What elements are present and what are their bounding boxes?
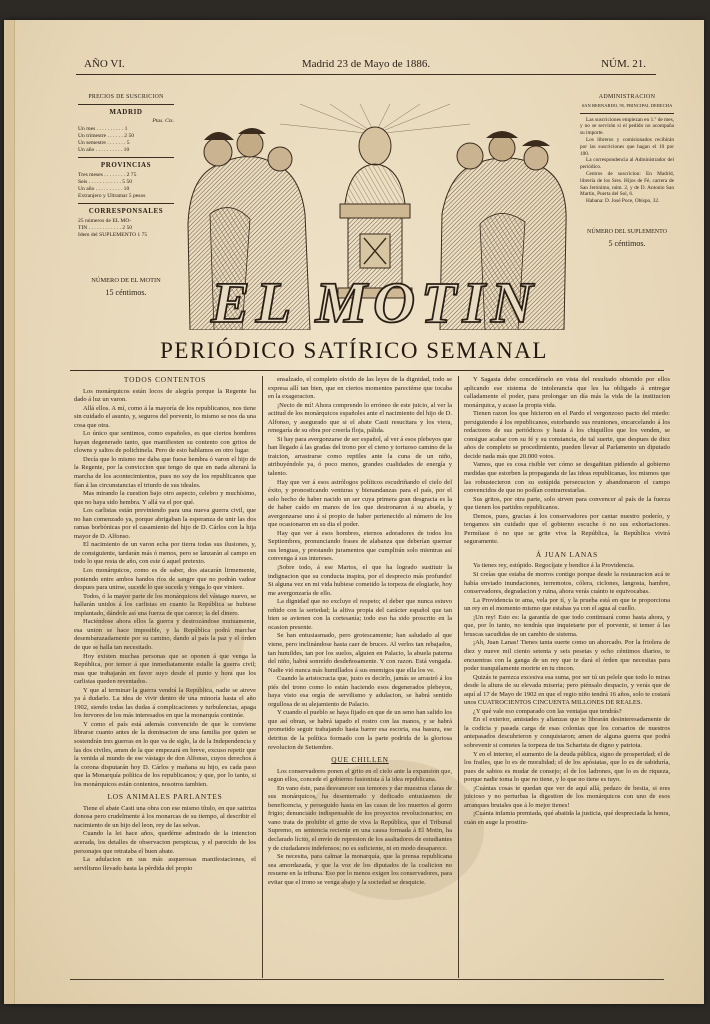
paragraph: Lo único que sentimos, como españoles, es que ciertos hombres hayan degenerado tanto, que manifiesten su contento con gritos de clowns y saltos de polichinela. Pero de esto hablamos en otro lugar. <box>74 430 256 455</box>
bottom-rule <box>70 979 664 980</box>
paragraph: Mas mirando la cuestion bajo otro aspecto, celebro y muchísimo, que no haya sido hembra. Y allá va el por qué. <box>74 490 256 506</box>
paragraph: Cuando la aristocracia que, justo es decirlo, jamás se arrastró á los piés del trono como lo están haciendo esos degenerados plebeyos, haya visto esa orgía de servilismo y adulacion, se habrá sentido orgullosa de su alejamiento de Palacio. <box>268 675 452 708</box>
section-heading: TODOS CONTENTOS <box>123 376 207 384</box>
section-heading: Á JUAN LANAS <box>535 549 599 559</box>
paragraph: Haciéndose ahora ellos la guerra y destrozándose mutuamente, esa union se hace imposible, y la República podrá marchar desembarazadamente por su camino, dando al país la paz y el órden de que se halla tan necesitado. <box>74 618 256 651</box>
subscription-box <box>78 94 174 297</box>
paragraph: Tienen razon los que hicieron en el Pardo el vergonzoso pacto del miedo: persiguiendo á los republicanos, estorbando sus reuniones, encarcelando á los redactores de sus periódicos y hasta á los chiquillos que los venden, se consigue acabar con su fé y su constancia, de tal suerte, que despues de diez años de completo se procedimiento, pueden llevar al Parlamento un diputado decide nada más que 20.000 votos. <box>464 410 670 460</box>
paragraph: Hay que ver á esos astrólogos políticos escudriñando el cielo del éxito, y pronosticando venturas y bienandanzas para el país, por el solo hecho de haber nacido un ser cuya primera gran desgracia es la de haber caído en manos de los que destronaron á su abuela, y avergonzarse uno á sí propio de haber pertenecido al número de los que ocasionaron en su dia el poder. <box>268 478 452 529</box>
column-labels: Ptas. Cts. <box>152 118 174 125</box>
divider <box>78 104 174 105</box>
paragraph: Cuando la lei hace años, quedéme admirado de la intencion acerada, los detalles de observacion perspicua, y el parecido de los personajes que retrataba el buen abate. <box>74 830 256 855</box>
corresponsales-row: TIN . . . . . . . . . . . . 2 50 <box>78 224 133 231</box>
divider <box>580 113 674 114</box>
paragraph: Y Sagasta debe concedérselo en vista del resultado obtenido por ellos aplicando ese sistema de intolerancia que les ha obligado á entregar calladamente el poder, para prolongar un día más la vida de la institucion monárquica, y acaso la propia vida. <box>464 376 670 409</box>
column-2 <box>268 376 452 978</box>
paragraph: Los monárquicos, como es de saber, dos atacarán lirmemente, poniendo entre ambos bandos ríos de sangre que no podrán vadear despues para unirse, sucede lo que suceda y venga lo que viniere. <box>74 567 256 592</box>
number-price: 15 céntimos. <box>105 288 147 298</box>
provincias-row: Un año . . . . . . . . . . 10 <box>78 186 130 193</box>
subscription-heading: PRECIOS DE SUSCRICION <box>88 94 164 100</box>
title-rule <box>70 370 664 371</box>
paragraph: ¡Necio de mí! Ahora comprendo lo erróneo de este juicio, al ver la actitud de los monárquicos españoles ante el nacimiento del hijo de D. Alfonso, y asegurado que si el abate Casti resucitara y los viera, renegaría de su obra por creerla floja, pálida. <box>268 401 452 435</box>
paragraph: ensalzado, el completo olvido de las leyes de la dignidad, todo se expresa allí tan bien, que en ciertos momentos pareciéme que tocaba en la exageracion. <box>268 376 452 401</box>
madrid-row: Un año . . . . . . . . . . 10 <box>78 147 130 154</box>
paragraph: ¡Ah, Juan Lanas! Tienes tanta suerte como un ahorcado. Por la friolera de diez y nueve mil ciento setenta y seis pesetas y ocho céntimos diarios, te encuentras con la ganga de un rey que te dará el órden que necesitas para poder tranquilamente morirte en tu rincon. <box>464 639 670 673</box>
paragraph: ¡Un rey! Esto es: la garantía de que todo continuará como hasta ahora, y que, por lo tanto, no tendrás que inquietarte por el porvenir, si temer á las bruscas sacudidas de un cambio de sistema. <box>464 613 670 638</box>
paragraph: Allá ellos. A mí, como á la mayoría de los republicanos, nos tiene sin cuidado el asunto, y, seguros del porvenir, lo mismo se nos da una cosa que otra. <box>74 404 256 429</box>
masthead-illustration <box>180 104 570 330</box>
administration-box <box>580 94 674 248</box>
paragraph: Hay que ver á esos hombres, eternos adoradores de todos los Septiembres, pronunciando frases de alabanza que deberían quemar sus lenguas, y prestando juramentos que cumplirán solo mientras así convenga á sus intereses. <box>268 529 452 563</box>
paragraph: Y como el país está además convencido de que le conviene librarse cuanto antes de la dominacion de una familia por quien se sostendrán tres guerras en lo que va de siglo, la de la Independencia y las dos civiles, amen de la que empezará en breve, excuso repetir que la venida al mundo de ese vástago de don Alfonso, cuyos derechos á la corona disputarán hoy D. Cárlos y mañana su hijo, es cada paso que la Monarquía política de los republicanos; y que, por lo tanto, si los monárquicos están contentos, nosotros tambien. <box>74 720 256 788</box>
masthead-text: EL MOTIN <box>211 270 539 330</box>
paragraph: Si hay para avergonzarse de ser español, al ver á esos plebeyos que han llegado á las gradas del trono por el cieno y tortuoso camino de la traicion, arrastrarse como reptiles ante la cuna de un niño, atribuyéndole ya, ó poco menos, grandes cualidades de energía y talento. <box>268 435 452 478</box>
madrid-row: Un trimestre . . . . . . 2 50 <box>78 132 135 139</box>
number-label: NÚMERO DE EL MOTIN <box>91 277 161 285</box>
paragraph: En vano éste, para desvanecer sus temores y dar muestras claras de sus monárquicos, ha desenterrado y dedicado entusiasmos de beneficencia, y perseguido hasta en las casas de los muertos al gorro frigio; denunciado indispensable de los proyectos revolucionarios; en vano trata de prohibir el grito de viva la República, que el Tribunal Supremo, en sentencia reciente en una causa formada á El Motin, ha declarado lícito, el envío de represion de los asaltadores de estudiantes y de ciudadanos indefensos; no es suficiente, ni en modo desaparece. <box>268 784 452 852</box>
paragraph: En el exterior, amistades y alianzas que te librarán desinteresadamente de la codicia y pasada carga de esas colonias que los corsarios de nuestros antepasados descubrieron y conquistaron; amen de alguna guerra que podrá sobrevenir si cometes la torpeza de tus Scharista de digno y patriota. <box>464 716 670 749</box>
section-heading: QUE CHILLEN <box>331 755 389 765</box>
supplement-price: 5 céntimos. <box>608 238 646 248</box>
binding-edge <box>4 20 15 1004</box>
paragraph: La adulacion en sus más asquerosas manifestaciones, el servilismo llevado hasta la pérdida del propio <box>74 856 256 872</box>
column-rule <box>458 376 459 978</box>
paragraph: ¿Y qué vale eso comparado con las ventajas que tendrás? <box>473 707 622 715</box>
corresponsales-heading: CORRESPONSALES <box>88 207 164 216</box>
admin-note: Los libreros y comisionados recibirán por las suscriciones que hagan el 10 por 100. <box>580 136 674 157</box>
paragraph: Decía que lo mismo me daba que fuese hembra ó varon el hijo de la Regente, por la conviccion que tengo de que en nada alterará la marcha de los acontecimientos, pues no soy de los republicanos que fían á las circunstancias el triunfo de sus ideales. <box>74 455 256 489</box>
newspaper-title: PERIÓDICO SATÍRICO SEMANAL <box>160 338 548 363</box>
madrid-heading: MADRID <box>109 108 143 117</box>
column-rule <box>262 376 263 978</box>
paragraph: Vamos, que es cosa risible ver cómo se desgañitan pidiendo al gobierno medidas que estorben la propaganda de las ideas republicanas, los mismos que las robustecieron con su estúpida persecucion y abandonaron el campo convencidos de que no podían contrarrestarlas. <box>464 461 670 495</box>
paragraph: La dignidad que no excluye el respeto; el deber que nunca estuvo reñido con la seriedad; la altiva propia del carácter español que tan bien se avienen con la cortesanía; todo eso ha sido proscrito en la ocasion presente. <box>268 598 452 631</box>
paragraph: Demos, pues, gracias á los conservadores por cantar nuestro poderío, y tengamos sin cuidado que el gobierno escuche ó no sus exhortaciones. Permítase ó no que se grite viva la República, la República vivirá seguramente. <box>464 512 670 546</box>
corresponsales-row: 25 números de EL MO- <box>78 217 132 224</box>
paragraph: Se han entusiasmado, pero grotescamente; han saludado al que viene, pero inclinándose hasta caer de bruces. Al verlos tan rebajados, tan humildes, tan por los suelos, alguien en Palacio, la abuela paterna del niño, habrá sonreído desdeñosamente. Y con razon. Está vengada. Nadie vió nunca más humillados á sus enemigos que ella los ve. <box>268 632 452 674</box>
admin-note: Habana: D. José Poce, Obispo, 32. <box>586 198 660 205</box>
column-1 <box>74 376 256 978</box>
supplement-label: NÚMERO DEL SUPLEMENTO <box>586 228 667 235</box>
administration-address: SAN BERNARDO, 95, PRINCIPAL DERECHA <box>581 102 673 108</box>
paragraph: Los monárquicos están locos de alegría porque la Regente ha dado á luz un varon. <box>74 387 256 404</box>
provincias-row: Seis . . . . . . . . . . . . 5 50 <box>78 178 133 185</box>
admin-note: Las suscriciones empiezan en 1.º de mes, y no se servirán si el pedido no acompaña su importe. <box>580 116 674 137</box>
paragraph: Tiene el abate Casti una obra con ese mismo título, en que satiriza donosa pero crudelmente á los monarcas de su tiempo, al describir el nacimiento de un hijo del leon, rey de las selvas. <box>74 804 256 829</box>
year-label: AÑO VI. <box>84 58 125 70</box>
madrid-row: Un semestre . . . . . . . 5 <box>78 140 130 147</box>
section-heading: LOS ANIMALES PARLANTES <box>107 792 223 802</box>
paragraph: Los carlistas están previniendo para una nueva guerra civil, que no han comenzado ya, porque abrigaban la esperanza de unir las dos ramas borbónicas por el casamiento del hijo de D. Cárlos con la hija mayor de D. Alfonso. <box>74 507 256 540</box>
paragraph: Y que al terminar la guerra vendrá la República, nadie se atreve ya á dudarlo. La idea de vivir dentro de una minoría hasta el año 1902, siendo todas las dudas á complicaciones y turbulencias, apaga los fervores de los más interesados en que la monarquía continúe. <box>74 686 256 720</box>
paragraph: La Providencia te ama, vela por tí, y la prueba está en que te proporciona un rey en el momento mismo que estabas ya con el agua al cuello. <box>464 596 670 613</box>
provincias-row: Tres meses . . . . . . . . 2 75 <box>78 171 137 178</box>
divider <box>78 203 174 204</box>
paragraph: Ya tienes rey, estúpido. Regocíjate y bendice á la Providencia. <box>473 562 635 570</box>
provincias-heading: PROVINCIAS <box>100 161 152 170</box>
paragraph: Hoy existen muchas personas que se oponen á que venga la República, por temor á que inmediatamente estalle la guerra civil; mas que trabajarán en favor suyo desde el punto y hora que los carlistas queden reventados. <box>74 652 256 686</box>
dateline <box>76 56 656 75</box>
paragraph: Si creías que estaba de morros contigo porque desde la restauracion acá te había enviado inundaciones, terremotos, cólera, ciclones, langosta, hambre, conservadores, degradacion y ruina, ahora verás cuánto te equivocabas. <box>464 571 670 596</box>
column-3 <box>464 376 670 978</box>
paragraph: Los conservadores ponen el grito en el cielo ante la expansion que, segun ellos, concede el gobierno fusionista á la idea republicana. <box>268 767 452 784</box>
admin-note: La correspondencia al Administrador del periódico. <box>580 157 674 171</box>
paragraph: Se necesita, para calmar la monarquía, que la prensa republicana sea amordazada, y que la voz de los diputados de la coalicion no resuene en la tribuna. Eso por lo menos exigen los conservadores, para evitar que el trono se venga abajo y la sociedad se desquicie. <box>268 853 452 886</box>
paragraph: ¡Cuántas cosas te quedan que ver de aquí allá, pedazo de bestia, si eres juicioso y no perturbas la digestion de los monárquicos con uno de esos arranques brutales que á lo mejor tienes! <box>464 784 670 809</box>
paragraph: El nacimiento de un varon echa por tierra todas sus ilusiones, y, de consiguiente, tardarán más ó menos, pero se lanzarán al campo en todo lo que resta de año, con este ú aquel pretexto. <box>74 541 256 566</box>
admin-note: Centros de suscricion: En Madrid, librería de los Sres. Hijos de Fé, carrera de San Jerónimo, núm. 2, y de D. Antonio San Martin, Puerta del Sol, 6. <box>580 170 674 198</box>
paragraph: Quizás te parezca excesiva esa suma, por ser tú un pelele que todo lo miras desde la altura de su elevada miseria; pero piénsalo despacio, y verás que de aquí al 17 de Mayo de 1902 en que el regio niño tendrá 16 años, solo te costará unos CUATROCIENTOS CINCUENTA MILLONES DE REALES. <box>464 673 670 707</box>
paragraph: Sus gritos, por otra parte, solo sirven para convencer al país de la fuerza que tienen los partidos republicanos. <box>464 495 670 512</box>
administration-heading: ADMINISTRACION <box>598 94 656 100</box>
issue-number: NÚM. 21. <box>601 58 646 70</box>
paragraph: Y cuando el pueblo se haya fijado en que de un seno han salido los que así obran, se habrá tapado el rostro con las manos, y se habrá prometido seguir trabajando hasta barrer esa escoria, esa basura, ese detritus de la política formado con la parte podrida de la gloriosa revolucion de Setiembre. <box>268 709 452 751</box>
paragraph: ¡Sobre todo, á ese Martos, el que ha logrado sustituir la indignacion que su conducta inspira, por el desprecio más profundo! Si alguna vez en mi vida hubiese cometido la torpeza de elogiarle, hoy me avergonzaría de ello. <box>268 564 452 597</box>
madrid-row: Un mes . . . . . . . . . . 1 <box>78 125 128 132</box>
corresponsales-row: Idem del SUPLEMENTO 1 75 <box>78 232 148 239</box>
divider <box>78 157 174 158</box>
date-label: Madrid 23 de Mayo de 1886. <box>301 58 431 70</box>
newspaper-page <box>4 20 704 1004</box>
paragraph: ¡Cuánta infamia premiada, qué abatida la justicia, qué despreciada la honra, cuán en auge la prostitu- <box>464 810 670 826</box>
paragraph: Y en el interior, el aumento de la deuda pública, signo de prosperidad; el de los frailes, que lo es de moralidad; el de los apóstatas, que lo es de sabiduría, pues de sabios es mudar de consejo; el de los ladrones, que lo es de riqueza, porque nadie toma lo que no tiene, y lo que no tiene es tuyo. <box>464 750 670 784</box>
paragraph: Todos, ó la mayor parte de los monárquicos del vástago nuevo, se hallarán unidos á los carlistas en cuanto la República se hubiese implantado, dándole así una fuerza de que carece; la del dinero. <box>74 592 256 617</box>
provincias-row: Extranjero y Ultramar 5 pesos <box>78 193 146 200</box>
